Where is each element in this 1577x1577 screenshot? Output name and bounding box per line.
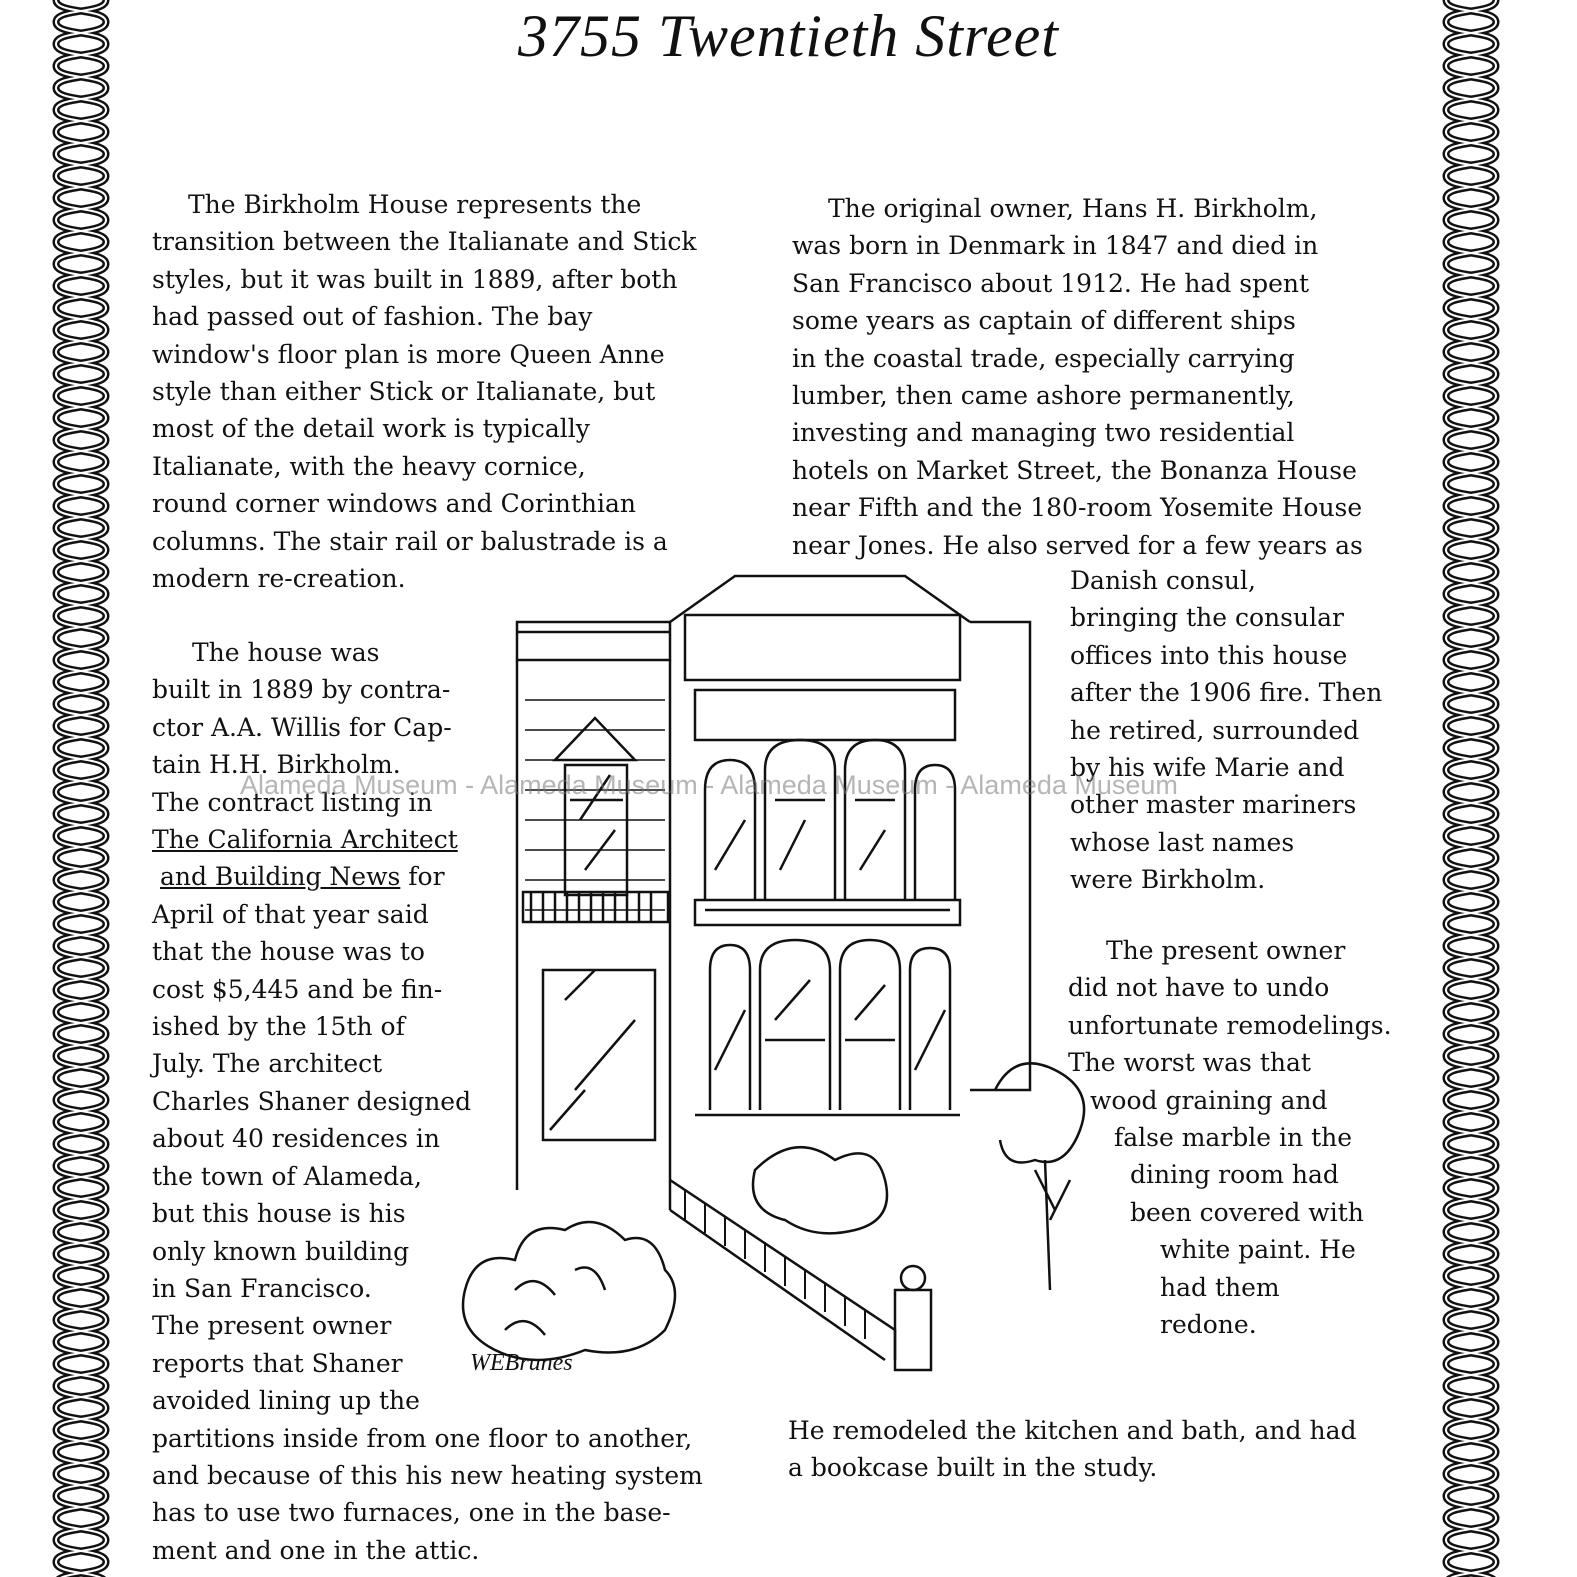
text-line: hotels on Market Street, the Bonanza House [792,455,1357,485]
house-illustration [455,570,1095,1390]
text-line: did not have to undo [1068,973,1330,1003]
text-line: built in 1889 by contra- [152,675,451,705]
text-line: He remodeled the kitchen and bath, and had [788,1416,1357,1445]
text-line: he retired, surrounded [1070,715,1360,745]
text-line: Danish consul, [1070,566,1256,595]
text-line: styles, but it was built in 1889, after both [152,264,678,294]
text-line: style than either Stick or Italianate, but [152,377,656,407]
text-line: by his wife Marie and [1070,753,1345,783]
right-paragraph-1-continued [1070,562,1382,899]
text-line: investing and managing two residential [792,418,1295,448]
text-line: April of that year said [152,899,429,929]
text-line: ctor A.A. Willis for Cap- [152,712,452,742]
text-line: offices into this house [1070,640,1348,670]
publication-title-line-2: and Building News [159,862,401,892]
artist-signature: WEBrunes [470,1350,573,1376]
text-line: and because of this his new heating system [152,1460,703,1490]
text-line: round corner windows and Corinthian [152,489,637,519]
text-line: The present owner [152,1311,392,1341]
page-title: 3755 Twentieth Street [518,3,1059,69]
text-line: The contract listing in [152,787,433,817]
watermark: Alameda Museum - Alameda Museum - Alameda Museum - Alameda Museum [240,770,1178,800]
text-line: ished by the 15th of [152,1012,405,1042]
text-line: most of the detail work is typically [152,414,590,444]
text-line: only known building [152,1236,410,1266]
text-line: unfortunate remodelings. [1068,1010,1392,1040]
text-line: Italianate, with the heavy cornice, [152,451,586,481]
text-line: had them [1160,1272,1280,1302]
text-line: was born in Denmark in 1847 and died in [792,231,1319,261]
text-line: Charles Shaner designed [152,1086,472,1116]
text-line: The original owner, Hans H. Birkholm, [828,194,1318,223]
text-line: July. The architect [152,1049,383,1079]
text-line: had passed out of fashion. The bay [152,302,593,332]
text-line: columns. The stair rail or balustrade is a [152,526,668,556]
text-line: transition between the Italianate and Stick [152,227,697,257]
right-paragraph-2 [1068,932,1392,1343]
text-line: The Birkholm House represents the [188,190,642,219]
text-line: bringing the consular [1070,603,1344,633]
left-chain-border [50,0,112,1577]
text-line: partitions inside from one floor to another, [152,1423,693,1453]
text-line: the town of Alameda, [152,1161,422,1191]
text-line: whose last names [1070,827,1295,857]
text-line: avoided lining up the [152,1386,420,1416]
text-line: lumber, then came ashore permanently, [792,381,1295,411]
publication-title-line-1: The California Architect [152,825,458,855]
right-paragraph-1 [792,190,1363,564]
text-line: white paint. He [1160,1235,1356,1265]
text-line: near Jones. He also served for a few years as [792,530,1363,560]
text-line: near Fifth and the 180-room Yosemite House [792,493,1363,523]
text-line: tain H.H. Birkholm. [152,750,401,780]
text-fragment: for [400,862,445,892]
text-line: The house was [192,638,380,667]
text-line: cost $5,445 and be fin- [152,974,443,1004]
text-line: after the 1906 fire. Then [1070,678,1383,708]
text-line: a bookcase built in the study. [788,1453,1158,1483]
text-line: other master mariners [1070,790,1357,820]
text-line: wood graining and [1090,1085,1328,1115]
text-line: reports that Shaner [152,1348,403,1378]
text-line: The present owner [1106,936,1346,965]
right-chain-border [1440,0,1502,1577]
text-line: window's floor plan is more Queen Anne [152,339,665,369]
text-line: modern re-creation. [152,564,406,594]
text-line: in San Francisco. [152,1273,372,1303]
text-line: redone. [1160,1310,1257,1340]
text-line: in the coastal trade, especially carrying [792,343,1295,373]
text-line: dining room had [1130,1160,1339,1190]
text-line: false marble in the [1114,1123,1353,1153]
right-paragraph-3 [788,1412,1356,1487]
text-line: but this house is his [152,1199,406,1229]
text-line: The worst was that [1068,1048,1311,1078]
text-line: that the house was to [152,937,425,967]
left-paragraph-1 [152,186,697,597]
text-line: been covered with [1130,1197,1364,1227]
text-line: San Francisco about 1912. He had spent [792,268,1310,298]
text-line: were Birkholm. [1070,865,1266,895]
text-line: ment and one in the attic. [152,1535,480,1565]
text-line: some years as captain of different ships [792,306,1296,336]
text-line: has to use two furnaces, one in the base- [152,1498,671,1528]
text-line: about 40 residences in [152,1124,440,1154]
